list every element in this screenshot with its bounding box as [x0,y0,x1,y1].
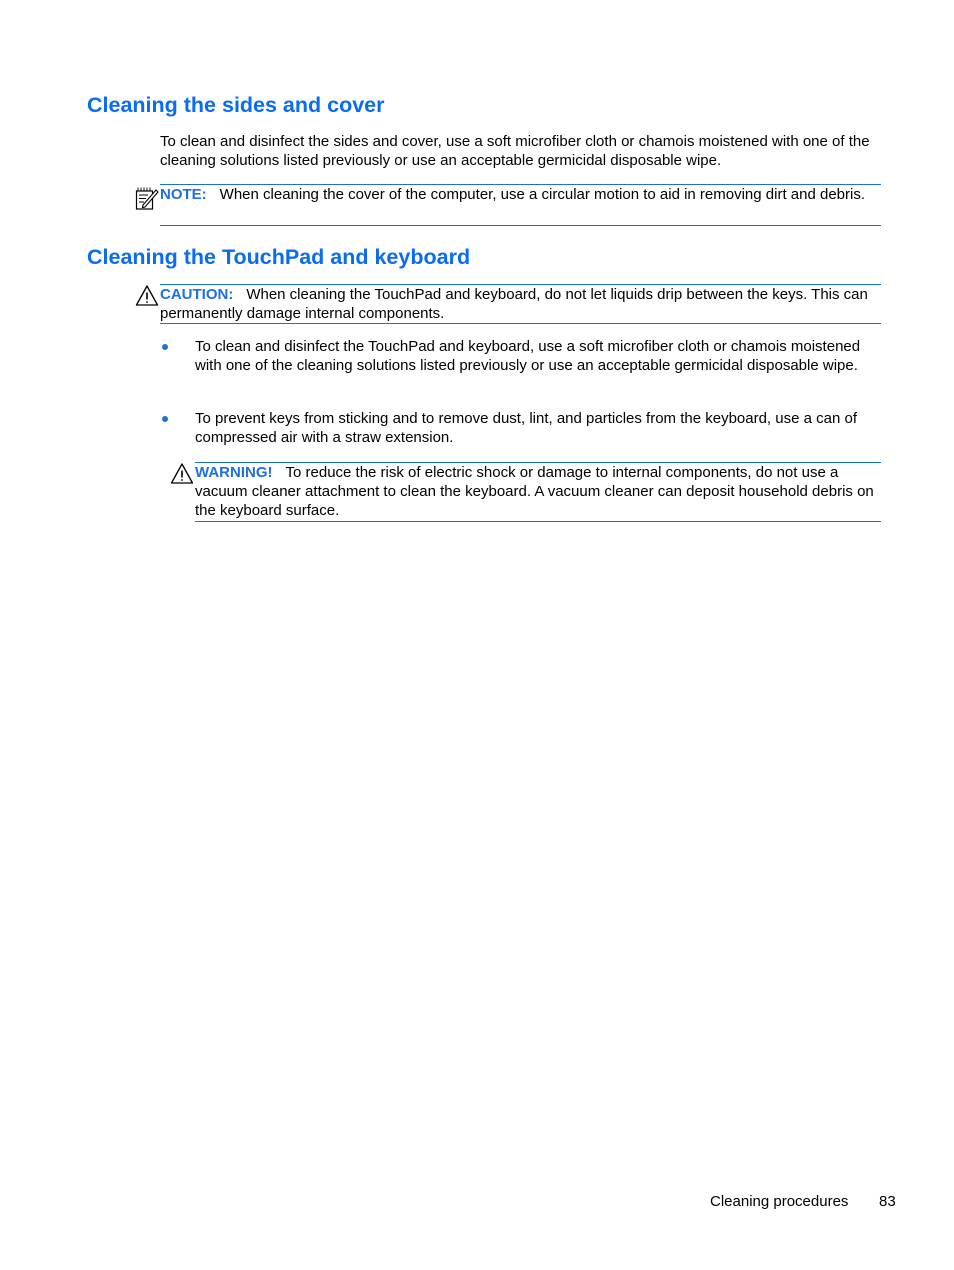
note-text: When cleaning the cover of the computer, use a circular motion to aid in removing dirt and debris. [219,186,866,203]
list-item: To prevent keys from sticking and to remove dust, lint, and particles from the keyboard, use a can of compressed air with a straw extension. [195,410,857,446]
caution-icon [135,284,159,308]
note-icon [135,186,159,210]
warning-box [195,462,881,522]
warning-label: WARNING! [195,464,273,481]
caution-box [160,284,881,324]
note-box [160,184,881,226]
sides-cover-paragraph: To clean and disinfect the sides and cover, use a soft microfiber cloth or chamois moistened with one of the cleaning solutions listed previously or use an acceptable germicidal disposable wipe. [160,133,870,169]
caution-label: CAUTION: [160,286,234,303]
warning-text: To reduce the risk of electric shock or damage to internal components, do not use a vacuum cleaner attachment to clean the keyboard. A vacuum cleaner can deposit household debris on the keyboard surface. [195,464,874,519]
bullet-marker [162,344,168,350]
section-heading-touchpad-keyboard: Cleaning the TouchPad and keyboard [87,245,471,269]
section-heading-sides-cover: Cleaning the sides and cover [87,93,385,117]
footer-page-number: 83 [879,1193,896,1210]
note-label: NOTE: [160,186,207,203]
list-item: To clean and disinfect the TouchPad and keyboard, use a soft microfiber cloth or chamois moistened with one of the cleaning solutions listed previously or use an acceptable germicidal disposable wipe. [195,338,861,374]
bullet-marker [162,416,168,422]
caution-text: When cleaning the TouchPad and keyboard, do not let liquids drip between the keys. This can permanently damage internal components. [160,286,868,322]
warning-icon [170,462,194,486]
footer-section-name: Cleaning procedures [710,1193,849,1210]
